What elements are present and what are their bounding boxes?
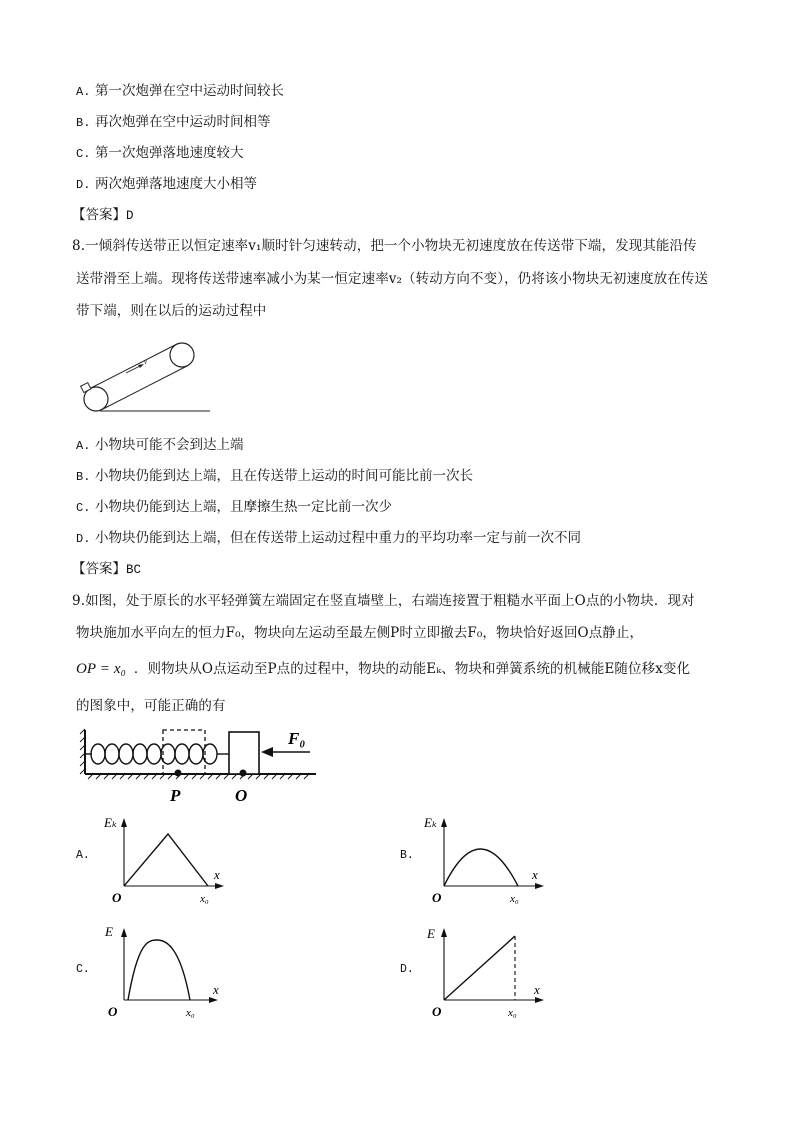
x-arrowhead [215, 883, 224, 889]
option-letter: B. [76, 470, 91, 484]
option-text: 小物块仍能到达上端，且在传送带上运动的时间可能比前一次长 [95, 468, 473, 484]
x-arrowhead [535, 883, 544, 889]
graph-b-letter[interactable]: B. [400, 849, 414, 862]
y-arrowhead [121, 928, 127, 937]
belt-top [90, 345, 176, 389]
ek-curve [124, 834, 208, 886]
x-axis-label: x [213, 982, 219, 997]
graph-c-letter[interactable]: C. [76, 963, 90, 976]
x0-label: x₀ [200, 893, 209, 905]
p-label: P [170, 786, 181, 805]
q9-stem-line-1: 9.如图，处于原长的水平轻弹簧左端固定在竖直墙壁上，右端连接置于粗糙水平面上O点的小物块．现对 [72, 593, 695, 609]
option-letter: D. [76, 532, 91, 546]
e-line [444, 936, 515, 1000]
answer-value: BC [126, 563, 142, 577]
q8-stem-line-1: 8.一倾斜传送带正以恒定速率v₁顺时针匀速转动，把一个小物块无初速度放在传送带下端，发现其能沿传 [72, 238, 697, 254]
option-letter: C. [76, 501, 91, 515]
y-axis-label: Eₖ [424, 815, 437, 830]
ek-curve [444, 849, 518, 886]
q7-option-a[interactable] [76, 81, 284, 102]
force-label: F₀ [288, 729, 306, 748]
q9-stem-line-3 [76, 659, 690, 679]
e-curve [128, 940, 190, 1000]
q8-option-d[interactable] [76, 528, 581, 549]
answer-value: D [126, 209, 134, 223]
q9-stem-line-2: 物块施加水平向左的恒力F₀，物块向左运动至最左侧P时立即撤去F₀，物块恰好返回O点静止， [76, 625, 644, 641]
o-label: O [235, 786, 248, 805]
velocity-label: v [144, 358, 148, 366]
x-axis-label: x [532, 867, 538, 882]
origin-label: O [432, 890, 442, 905]
force-arrowhead [261, 747, 273, 757]
origin-label: O [432, 1004, 442, 1019]
point-p [175, 770, 182, 777]
graph-a [100, 814, 235, 914]
option-letter: C. [76, 147, 91, 161]
option-letter: B. [76, 116, 91, 130]
origin-label: O [108, 1004, 118, 1019]
option-text: 小物块可能不会到达上端 [95, 437, 244, 453]
y-axis-label: E [105, 924, 113, 939]
y-arrowhead [441, 818, 447, 827]
answer-label: 【答案】 [72, 561, 126, 577]
option-text: 小物块仍能到达上端，但在传送带上运动过程中重力的平均功率一定与前一次不同 [95, 530, 581, 546]
x-axis-label: x [534, 982, 540, 997]
graph-b [420, 814, 555, 914]
option-text: 再次炮弹在空中运动时间相等 [95, 114, 271, 130]
block-o [229, 732, 259, 774]
stem-text: ．则物块从O点运动至P点的过程中，物块的动能Eₖ、物块和弹簧系统的机械能E随位移x变化 [133, 661, 691, 677]
q8-answer [72, 559, 141, 580]
q8-stem-line-3: 带下端，则在以后的运动过程中 [76, 303, 267, 319]
hatching [80, 729, 309, 779]
upper-pulley [170, 343, 194, 367]
option-text: 第一次炮弹落地速度较大 [95, 145, 244, 161]
q7-option-d[interactable] [76, 174, 257, 195]
x-axis-label: x [214, 867, 220, 882]
x-arrowhead [209, 997, 218, 1003]
option-text: 两次炮弹落地速度大小相等 [95, 176, 257, 192]
option-text: 小物块仍能到达上端，且摩擦生热一定比前一次少 [95, 499, 392, 515]
option-letter: A. [76, 85, 91, 99]
graph-d [420, 922, 555, 1024]
x0-label: x₀ [510, 893, 519, 905]
option-letter: A. [76, 439, 91, 453]
q8-stem-line-2: 送带滑至上端。现将传送带速率减小为某一恒定速率v₂（转动方向不变），仍将该小物块无初速度放在传送 [76, 271, 709, 287]
point-o [240, 770, 247, 777]
q9-stem-line-4: 的图象中，可能正确的有 [76, 698, 226, 714]
graph-d-letter[interactable]: D. [400, 963, 414, 976]
y-axis-label: E [427, 926, 435, 941]
q8-option-b[interactable] [76, 466, 473, 487]
x0-label: x₀ [508, 1007, 517, 1019]
option-letter: D. [76, 178, 91, 192]
graph-c [100, 922, 235, 1024]
answer-label: 【答案】 [72, 207, 126, 223]
y-arrowhead [441, 928, 447, 937]
belt-bottom [102, 366, 188, 410]
option-text: 第一次炮弹在空中运动时间较长 [95, 83, 284, 99]
q8-option-a[interactable] [76, 435, 244, 456]
spring [85, 744, 229, 764]
dashed-block-p [163, 730, 205, 774]
q7-option-c[interactable] [76, 143, 244, 164]
origin-label: O [112, 890, 122, 905]
y-arrowhead [121, 818, 127, 827]
block [81, 383, 91, 393]
spring-block-figure [76, 722, 346, 808]
q8-option-c[interactable] [76, 497, 392, 518]
q7-answer [72, 205, 134, 226]
y-axis-label: Eₖ [104, 815, 117, 830]
q7-option-b[interactable] [76, 112, 271, 133]
x-arrowhead [535, 997, 544, 1003]
x0-label: x₀ [186, 1007, 195, 1019]
conveyor-belt-figure [76, 336, 216, 416]
graph-a-letter[interactable]: A. [76, 849, 90, 862]
op-formula: OP = x₀ [76, 661, 126, 677]
